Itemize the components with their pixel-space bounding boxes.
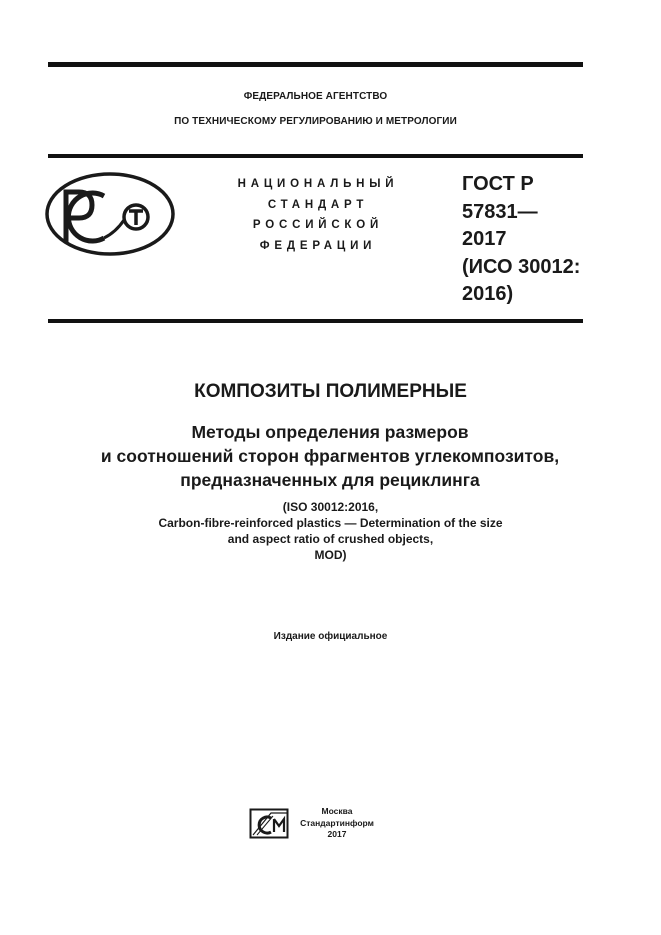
agency-line-2: ПО ТЕХНИЧЕСКОМУ РЕГУЛИРОВАНИЮ И МЕТРОЛОГИИ xyxy=(174,116,457,127)
lower-rule xyxy=(48,319,583,323)
designation-line-3: 2017 xyxy=(462,228,507,250)
rst-certification-logo-icon xyxy=(44,172,176,256)
designation-line-1: ГОСТ Р xyxy=(462,173,534,195)
subtitle-line-1: Методы определения размеров xyxy=(191,422,469,442)
intl-line-1: (ISO 30012:2016, xyxy=(282,500,379,514)
publisher-block xyxy=(297,806,377,841)
standard-type-line-3: РОССИЙСКОЙ xyxy=(252,219,384,231)
intl-line-4: MOD) xyxy=(314,548,347,562)
document-subtitle xyxy=(20,420,640,492)
standartinform-logo-icon xyxy=(249,808,289,839)
agency-line-1: ФЕДЕРАЛЬНОЕ АГЕНТСТВО xyxy=(243,91,388,102)
subtitle-line-3: предназначенных для рециклинга xyxy=(180,470,480,490)
standard-type-line-4: ФЕДЕРАЦИИ xyxy=(259,239,377,252)
publisher-year: 2017 xyxy=(327,829,347,839)
intl-line-2: Carbon-fibre-reinforced plastics — Determination of the size xyxy=(158,516,503,530)
standard-type-line-1: НАЦИОНАЛЬНЫЙ xyxy=(237,178,399,190)
designation-line-4: (ИСО 30012: xyxy=(462,255,581,278)
designation-line-5: 2016) xyxy=(462,283,514,305)
intl-line-3: and aspect ratio of crushed objects, xyxy=(227,532,434,546)
middle-rule xyxy=(48,154,583,158)
top-rule xyxy=(48,62,583,67)
international-reference xyxy=(48,499,613,563)
publisher-name: Стандартинформ xyxy=(300,817,374,828)
publisher-city: Москва xyxy=(321,806,353,816)
standard-type-line-2: СТАНДАРТ xyxy=(267,198,369,211)
standard-designation xyxy=(462,171,612,309)
document-title: КОМПОЗИТЫ ПОЛИМЕРНЫЕ xyxy=(194,381,467,402)
edition-label: Издание официальное xyxy=(273,631,388,642)
standard-type xyxy=(222,174,414,256)
subtitle-line-2: и соотношений сторон фрагментов углекомпозитов, xyxy=(100,446,560,466)
designation-line-2: 57831— xyxy=(462,200,538,223)
